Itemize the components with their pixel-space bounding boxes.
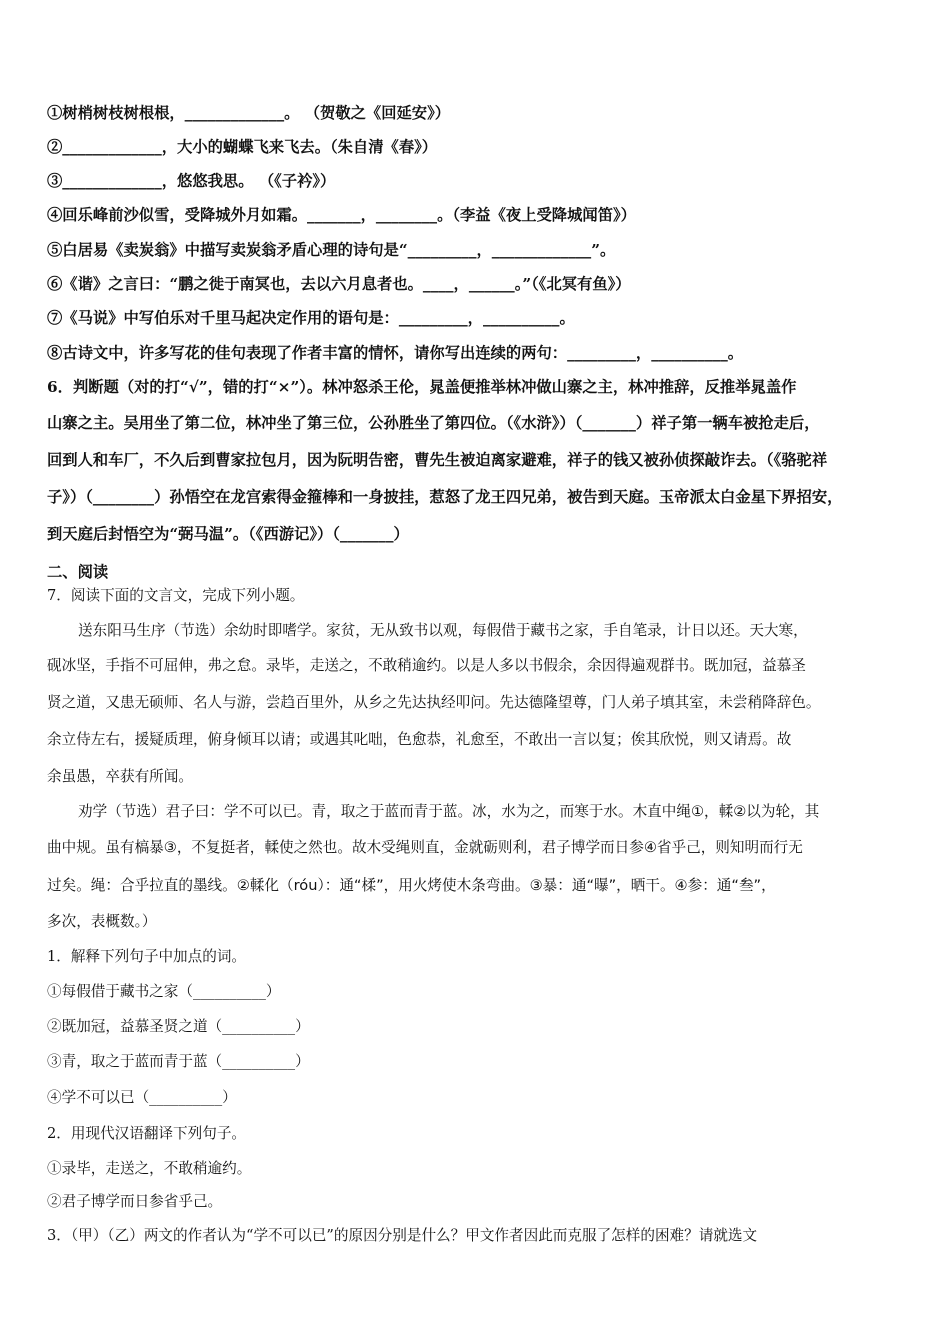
- passage-line: 砚冰坚，手指不可屈伸，弗之怠。录毕，走送之，不敢稍逾约。以是人多以书假余，余因得遍观群书。既加冠，益慕圣: [47, 657, 806, 674]
- passage-line: 曲中规。虽有槁暴③，不复挺者，輮使之然也。故木受绳则直，金就砺则利，君子博学而日参④省乎己，则知明而行无: [47, 839, 803, 856]
- sub2-title: 2．用现代汉语翻译下列句子。: [47, 1125, 247, 1142]
- poem-item-5: ⑤白居易《卖炭翁》中描写卖炭翁矛盾心理的诗句是“_________，_____________”。: [47, 241, 616, 259]
- passage-line: 贤之道，又患无硕师、名人与游，尝趋百里外，从乡之先达执经叩问。先达德隆望尊，门人弟子填其室，未尝稍降辞色。: [47, 694, 821, 711]
- poem-item-8: ⑧古诗文中，许多写花的佳句表现了作者丰富的情怀，请你写出连续的两句：_________，__________。: [47, 344, 744, 362]
- q7-intro: 7．阅读下面的文言文，完成下列小题。: [47, 587, 305, 604]
- poem-item-7: ⑦《马说》中写伯乐对千里马起决定作用的语句是：_________，__________。: [47, 309, 575, 327]
- poem-item-4: ④回乐峰前沙似雪，受降城外月如霜。_______，________。（李益《夜上受降城闻笛》）: [47, 206, 636, 224]
- sub1-item: ③青，取之于蓝而青于蓝（__________）: [47, 1053, 310, 1070]
- sub2-item: ②君子博学而日参省乎己。: [47, 1193, 223, 1210]
- passage-line: 送东阳马生序（节选）余幼时即嗜学。家贫，无从致书以观，每假借于藏书之家，手自笔录，计日以还。天大寒，: [78, 622, 808, 639]
- poem-item-3: ③_____________，悠悠我思。 （《子衿》）: [47, 172, 336, 190]
- q6-line: 6．判断题（对的打“√”，错的打“×”）。林冲怒杀王伦，晁盖便推举林冲做山寨之主，林冲推辞，反推举晁盖作: [47, 378, 797, 396]
- poem-item-1: ①树梢树枝树根根，_____________。 （贺敬之《回延安》）: [47, 104, 451, 122]
- sub1-item: ①每假借于藏书之家（__________）: [47, 983, 281, 1000]
- q6-line: 子》）（________）孙悟空在龙宫索得金箍棒和一身披挂，惹怒了龙王四兄弟，被告到天庭。玉帝派太白金星下界招安，: [47, 488, 843, 506]
- q6-line: 山寨之主。吴用坐了第二位，林冲坐了第三位，公孙胜坐了第四位。（《水浒》）（_______）祥子第一辆车被抢走后，: [47, 414, 820, 432]
- passage-line: 过矣。绳：合乎拉直的墨线。②輮化（róu）：通“楺”，用火烤使木条弯曲。③暴：通“曝”，晒干。④参：通“叁”，: [47, 877, 776, 894]
- sub1-item: ②既加冠，益慕圣贤之道（__________）: [47, 1018, 310, 1035]
- passage-line: 劝学（节选）君子曰：学不可以已。青，取之于蓝而青于蓝。冰，水为之，而寒于水。木直中绳①，輮②以为轮，其: [78, 803, 820, 820]
- poem-item-6: ⑥《谐》之言曰：“鹏之徙于南冥也，去以六月息者也。____，______。”（《北冥有鱼》）: [47, 275, 631, 293]
- passage-line: 余立侍左右，援疑质理，俯身倾耳以请；或遇其叱咄，色愈恭，礼愈至，不敢出一言以复；俟其欣悦，则又请焉。故: [47, 731, 792, 748]
- sub1-title: 1．解释下列句子中加点的词。: [47, 948, 247, 965]
- q6-line: 到天庭后封悟空为“弼马温”。（《西游记》）（_______）: [47, 525, 409, 543]
- q6-line: 回到人和车厂，不久后到曹家拉包月，因为阮明告密，曹先生被迫离家避难，祥子的钱又被孙侦探敲诈去。（《骆驼祥: [47, 451, 828, 469]
- sub3-line: 3．（甲）（乙）两文的作者认为“学不可以已”的原因分别是什么？甲文作者因此而克服了怎样的困难？请就选文: [47, 1227, 758, 1244]
- sub1-item: ④学不可以已（__________）: [47, 1089, 237, 1106]
- section-title: 二、阅读: [47, 563, 109, 581]
- passage-line: 余虽愚，卒获有所闻。: [47, 768, 193, 785]
- poem-item-2: ②_____________，大小的蝴蝶飞来飞去。（朱自清《春》）: [47, 138, 438, 156]
- sub2-item: ①录毕，走送之，不敢稍逾约。: [47, 1160, 252, 1177]
- passage-line: 多次，表概数。）: [47, 913, 157, 930]
